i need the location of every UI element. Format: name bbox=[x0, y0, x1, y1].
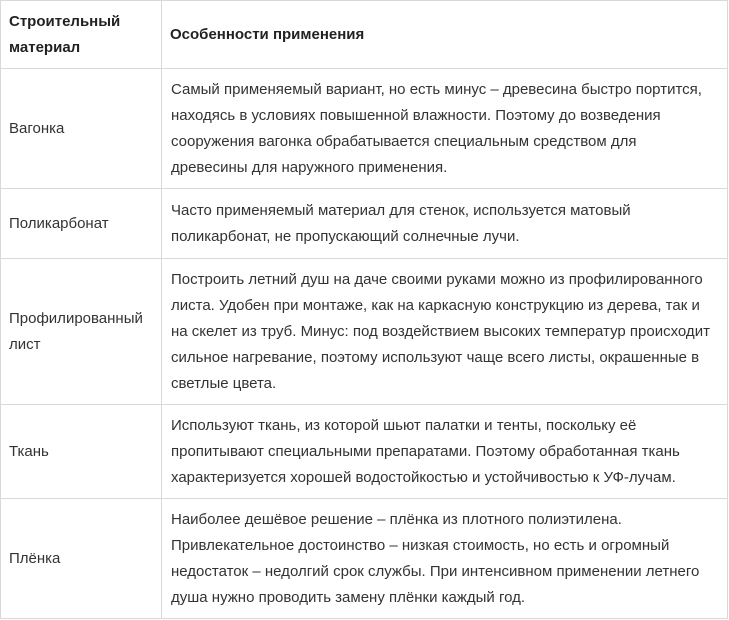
table-row bbox=[1, 69, 728, 189]
cell-feature: Часто применяемый материал для стенок, используется матовый поликарбонат, не пропускающий солнечные лучи. bbox=[162, 189, 728, 259]
cell-material: Профилированный лист bbox=[1, 259, 162, 405]
table-row bbox=[1, 189, 728, 259]
cell-feature: Самый применяемый вариант, но есть минус – древесина быстро портится, находясь в условиях повышенной влажности. Поэтому до возведения сооружения вагонка обрабатывается специальным средством для древесины для наружного применения. bbox=[162, 69, 728, 189]
cell-feature: Наиболее дешёвое решение – плёнка из плотного полиэтилена. Привлекательное достоинство – низкая стоимость, но есть и огромный недостаток – недолгий срок службы. При интенсивном применении летнего душа нужно проводить замену плёнки каждый год. bbox=[162, 499, 728, 619]
table-row bbox=[1, 499, 728, 619]
cell-feature: Используют ткань, из которой шьют палатки и тенты, поскольку её пропитывают специальными препаратами. Поэтому обработанная ткань характеризуется хорошей водостойкостью и устойчивостью к УФ-лучам. bbox=[162, 405, 728, 499]
cell-material: Поликарбонат bbox=[1, 189, 162, 259]
header-feature: Особенности применения bbox=[162, 1, 728, 69]
header-material: Строительный материал bbox=[1, 1, 162, 69]
table-header-row bbox=[1, 1, 728, 69]
cell-material: Плёнка bbox=[1, 499, 162, 619]
cell-material: Ткань bbox=[1, 405, 162, 499]
table-row bbox=[1, 259, 728, 405]
table-row bbox=[1, 405, 728, 499]
cell-material: Вагонка bbox=[1, 69, 162, 189]
cell-feature: Построить летний душ на даче своими руками можно из профилированного листа. Удобен при монтаже, как на каркасную конструкцию из дерева, так и на скелет из труб. Минус: под воздействием высоких температур происходит сильное нагревание, поэтому используют чаще всего листы, окрашенные в светлые цвета. bbox=[162, 259, 728, 405]
